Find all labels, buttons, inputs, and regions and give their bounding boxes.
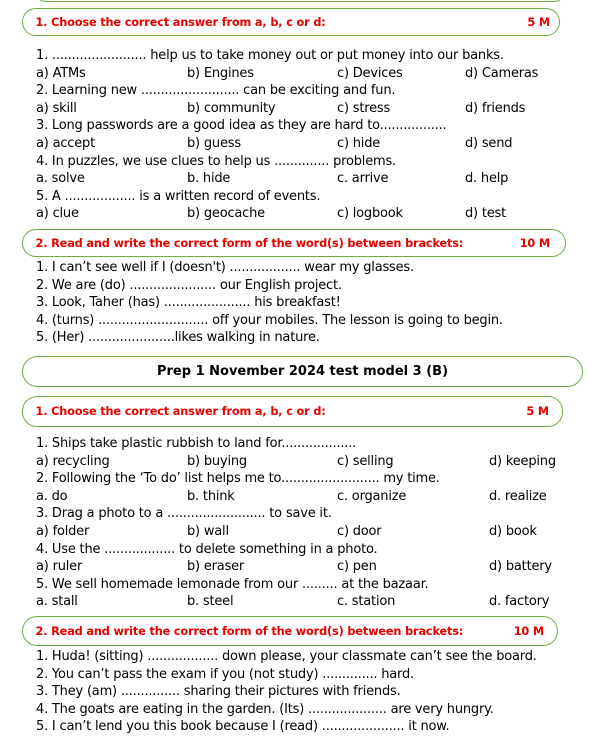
option-d: d) book [489,523,537,539]
option-a: a) ruler [36,559,83,575]
option-a: a) folder [36,523,90,539]
question-stem: 2. Learning new ......................... can be exciting and fun. [36,83,396,99]
option-c: c) selling [337,453,394,469]
section-heading: 2. Read and write the correct form of the word(s) between brackets: [35,236,464,250]
answer-options [36,523,556,541]
fill-in-item: 1. Huda! (sitting) .................. down please, your classmate can’t see the board. [36,649,537,664]
answer-options [36,593,556,611]
option-a: a. do [36,488,68,504]
fill-in-item: 1. I can’t see well if I (doesn't) .................. wear my glasses. [36,260,414,275]
option-b: b) eraser [187,559,245,575]
option-c: c. station [337,594,396,610]
option-a: a) ATMs [36,65,86,81]
question-stem: 4. In puzzles, we use clues to help us .............. problems. [36,153,396,169]
option-d: d) send [465,135,513,151]
answer-options [36,453,556,471]
fill-in-item: 5. (Her) ......................likes walking in nature. [36,330,320,346]
option-d: d) test [465,206,507,222]
option-b: b. hide [187,171,231,187]
section-header-correct-form-b [22,616,558,646]
option-b: b) Engines [187,65,254,81]
option-c: c) Devices [337,65,403,81]
fill-in-item: 2. You can’t pass the exam if you (not study) .............. hard. [36,666,414,682]
question-stem: 4. Use the .................. to delete something in a photo. [36,541,378,557]
option-b: b) community [187,100,276,116]
fill-in-item: 2. We are (do) ...................... our English project. [36,277,342,293]
option-a: a) clue [36,206,79,222]
marks-label: 5 M [527,15,550,29]
item-list-correct-form-b [36,648,537,736]
question-stem: 1. ........................ help us to take money out or put money into our banks. [36,48,504,63]
section-header-correct-form-a [22,229,566,257]
marks-label: 10 M [513,624,544,638]
option-c: c) logbook [337,206,403,222]
answer-options [36,205,538,223]
option-a: a) skill [36,100,77,116]
answer-options [36,558,556,576]
answer-options [36,170,538,188]
fill-in-item: 4. The goats are eating in the garden. (Its) .................... are very hungry. [36,701,494,717]
option-b: b) buying [187,453,247,469]
fill-in-item: 3. Look, Taher (has) ...................... his breakfast! [36,295,341,311]
fill-in-item: 4. (turns) ............................ off your mobiles. The lesson is going to begin. [36,312,503,328]
option-d: d. help [465,171,509,187]
section-header-choose-a [22,8,560,36]
option-a: a. solve [36,171,85,187]
option-b: b) geocache [187,206,265,222]
fill-in-item: 3. They (am) ............... sharing their pictures with friends. [36,684,401,700]
answer-options [36,488,556,506]
option-a: a. stall [36,594,78,610]
marks-label: 10 M [519,236,550,250]
test-title: Prep 1 November 2024 test model 3 (B) [156,364,449,379]
option-d: d) keeping [489,453,556,469]
option-c: c. arrive [337,171,389,187]
test-title-box [22,356,583,387]
option-c: c) stress [337,100,391,116]
option-c: c) hide [337,135,381,151]
question-stem: 1. Ships take plastic rubbish to land for................... [36,436,357,451]
option-c: c) door [337,523,382,539]
answer-options [36,65,538,83]
question-list-choose-a [36,47,538,223]
question-stem: 5. We sell homemade lemonade from our ......... at the bazaar. [36,576,429,592]
answer-options [36,100,538,118]
previous-box-border-fragment [34,0,566,2]
section-heading: 1. Choose the correct answer from a, b, c or d: [35,15,326,29]
section-heading: 1. Choose the correct answer from a, b, c or d: [35,405,326,418]
option-d: d) Cameras [465,65,539,81]
question-stem: 3. Drag a photo to a ......................... to save it. [36,506,332,522]
question-list-choose-b [36,435,556,611]
option-d: d. factory [489,594,550,610]
option-a: a) accept [36,135,95,151]
option-d: d) friends [465,100,526,116]
option-c: c) pen [337,559,377,575]
item-list-correct-form-a [36,259,503,347]
fill-in-item: 5. I can’t lend you this book because I (read) ..................... it now. [36,719,450,735]
question-stem: 2. Following the ‘To do’ list helps me to......................... my time. [36,471,440,487]
option-d: d) battery [489,559,552,575]
section-heading: 2. Read and write the correct form of the word(s) between brackets: [35,624,464,638]
option-c: c. organize [337,488,407,504]
question-stem: 5. A .................. is a written record of events. [36,188,321,204]
question-stem: 3. Long passwords are a good idea as they are hard to................. [36,118,447,134]
option-b: b) wall [187,523,229,539]
answer-options [36,135,538,153]
option-b: b. think [187,488,235,504]
option-b: b) guess [187,135,241,151]
option-a: a) recycling [36,453,110,469]
marks-label: 5 M [526,405,549,418]
option-d: d. realize [489,488,547,504]
section-header-choose-b [22,396,563,427]
option-b: b. steel [187,594,234,610]
